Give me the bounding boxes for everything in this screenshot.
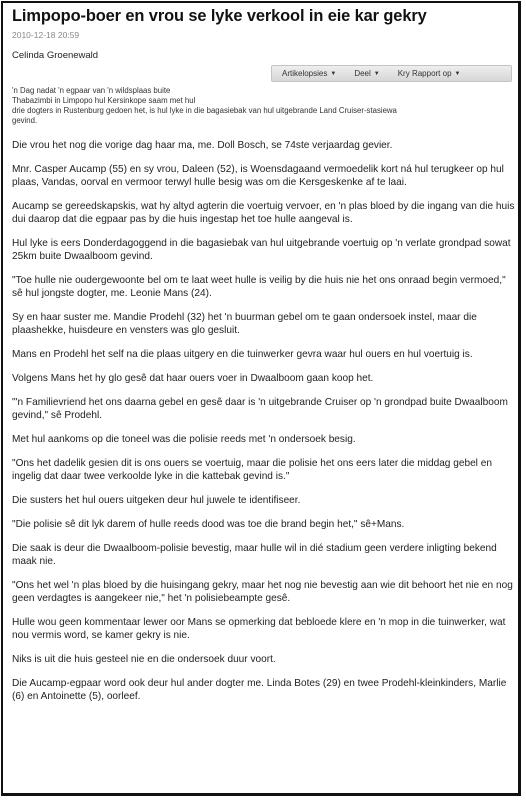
share-menu[interactable]: [344, 69, 387, 78]
article-paragraph: Die saak is deur die Dwaalboom-polisie bevestig, maar hulle wil in dié stadium geen verdere inligting bekend maak nie.: [12, 543, 497, 567]
article-paragraph: Die vrou het nog die vorige dag haar ma, me. Doll Bosch, se 74ste verjaardag gevier.: [12, 140, 393, 151]
article-options-menu[interactable]: [272, 69, 344, 78]
share-label: Deel: [354, 69, 371, 78]
article-paragraph: Aucamp se gereedskapskis, wat hy altyd agterin die voertuig vervoer, en 'n plas bloed by die ingang van die huis dui daarop dat die egpaar pas by die huis ingestap het toe hulle aangeval is.: [12, 201, 515, 225]
article-body: [12, 139, 517, 714]
report-menu[interactable]: [388, 69, 469, 78]
article-paragraph: Hulle wou geen kommentaar lewer oor Mans se opmerking dat bebloede klere en 'n mop in die tuinwerker, wat nou vermis word, se kamer gekry is nie.: [12, 617, 506, 641]
article-paragraph: "Toe hulle nie oudergewoonte bel om te laat weet hulle is veilig by die huis nie het ons onraad begin vermoed," sê hul jongste dogter, me. Leonie Mans (24).: [12, 275, 506, 299]
caption-line: gevind.: [12, 116, 38, 125]
article-frame: [1, 1, 521, 796]
article-paragraph: Die Aucamp-egpaar word ook deur hul ander dogter me. Linda Botes (29) en twee Prodehl-kleinkinders, Marlie (6) en Antoinette (5), oorleef.: [12, 678, 507, 702]
article-paragraph: "Ons het dadelik gesien dit is ons ouers se voertuig, maar die polisie het ons eers later die middag gebel en ingelig dat daar twee verkoolde lyke in die kattebak gevind is.": [12, 458, 492, 482]
caret-down-icon: ▼: [373, 70, 380, 77]
caption-line: 'n Dag nadat 'n egpaar van 'n wildsplaas buite: [12, 86, 171, 95]
article-paragraph: Volgens Mans het hy glo gesê dat haar ouers voer in Dwaalboom gaan koop het.: [12, 373, 374, 384]
article-timestamp: 2010-12-18 20:59: [12, 30, 80, 40]
article-caption: [12, 86, 512, 126]
article-paragraph: "'n Familievriend het ons daarna gebel en gesê daar is 'n uitgebrande Cruiser op 'n grondpad buite Dwaalboom gevind," sê Prodehl.: [12, 397, 508, 421]
article-options-label: Artikelopsies: [282, 69, 328, 78]
caret-down-icon: ▼: [330, 70, 337, 77]
article-paragraph: "Ons het wel 'n plas bloed by die huisingang gekry, maar het nog nie bevestig aan wie dit behoort het nie en nog geen verdagtes is aangekeer nie," het 'n polisiebeampte gesê.: [12, 580, 513, 604]
caption-line: Thabazimbi in Limpopo hul Kersinkope saam met hul: [12, 96, 196, 105]
article-toolbar: [271, 65, 512, 82]
article-paragraph: Sy en haar suster me. Mandie Prodehl (32) het 'n buurman gebel om te gaan ondersoek instel, maar die plaashekke, huisdeure en vensters was glo gesluit.: [12, 312, 477, 336]
article-paragraph: Die susters het hul ouers uitgeken deur hul juwele te identifiseer.: [12, 495, 301, 506]
article-paragraph: Met hul aankoms op die toneel was die polisie reeds met 'n ondersoek besig.: [12, 434, 356, 445]
caption-line: drie dogters in Rustenburg gedoen het, is hul lyke in die bagasiebak van hul uitgebrande Land Cruiser-stasiewa: [12, 106, 397, 115]
article-paragraph: Mnr. Casper Aucamp (55) en sy vrou, Daleen (52), is Woensdagaand vermoedelik kort ná hul terugkeer op hul plaas, Vandas, oorval en vermoor terwyl hulle besig was om die Kersgeskenke af te laai.: [12, 164, 504, 188]
article-paragraph: Mans en Prodehl het self na die plaas uitgery en die tuinwerker gevra waar hul ouers en hul voertuig is.: [12, 349, 473, 360]
article-headline: Limpopo-boer en vrou se lyke verkool in eie kar gekry: [12, 7, 427, 25]
article-paragraph: Niks is uit die huis gesteel nie en die ondersoek duur voort.: [12, 654, 276, 665]
article-paragraph: "Die polisie sê dit lyk darem of hulle reeds dood was toe die brand begin het," sê+Mans.: [12, 519, 405, 530]
caret-down-icon: ▼: [454, 70, 461, 77]
report-label: Kry Rapport op: [397, 69, 452, 78]
article-paragraph: Hul lyke is eers Donderdagoggend in die bagasiebak van hul uitgebrande voertuig op 'n verlate grondpad sowat 25km buite Dwaalboom gevind.: [12, 238, 511, 262]
article-author: Celinda Groenewald: [12, 50, 99, 61]
